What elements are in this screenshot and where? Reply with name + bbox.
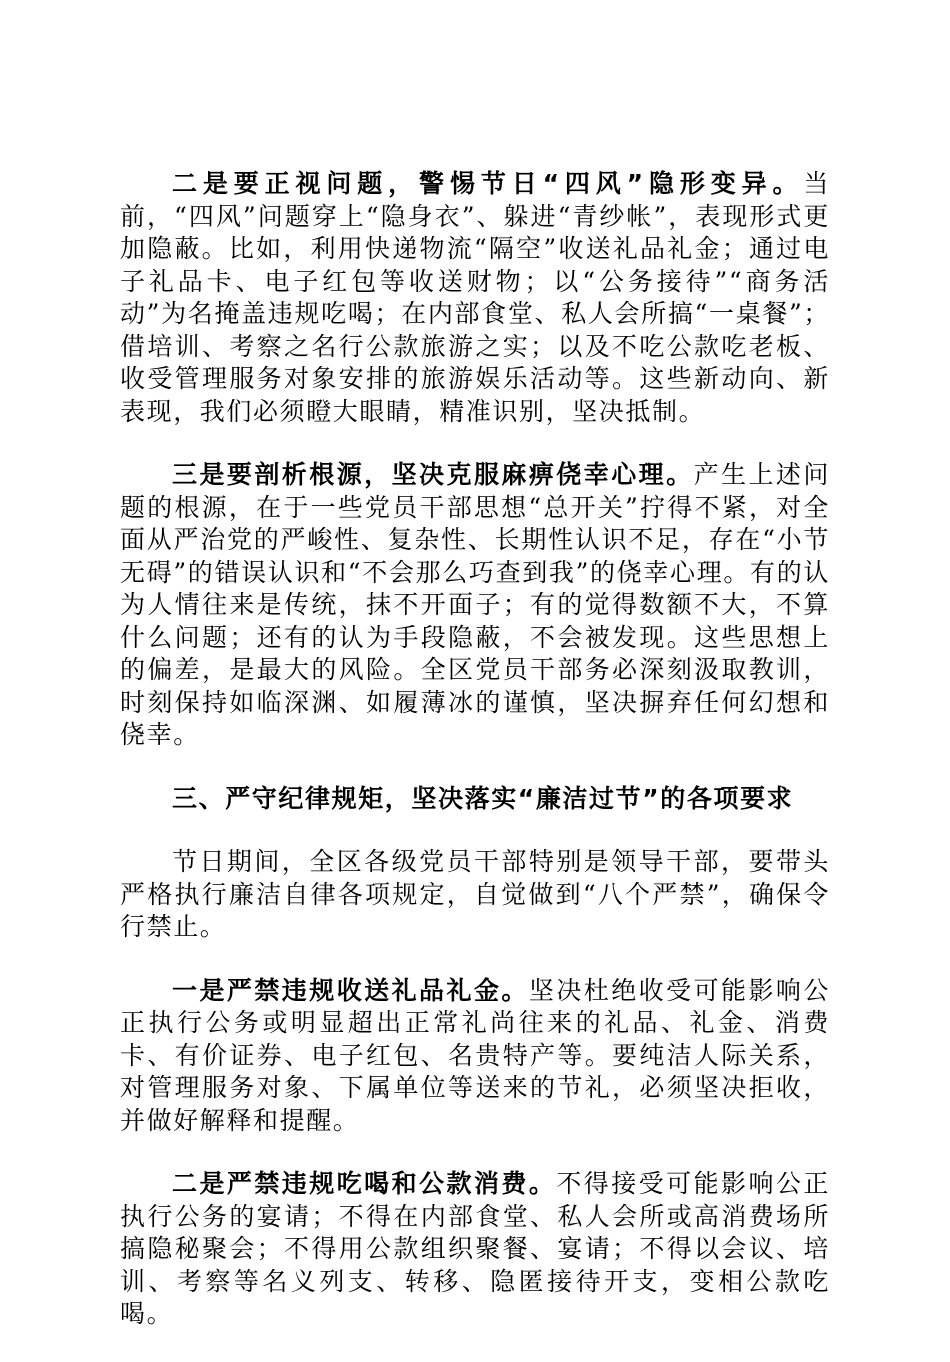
rule-lead: 一是严禁违规收送礼品礼金。: [172, 975, 529, 1005]
section-intro: 节日期间，全区各级党员干部特别是领导干部，要带头严格执行廉洁自律各项规定，自觉做到“八个严禁”，确保令行禁止。: [120, 847, 830, 941]
rule-lead: 二是严禁违规吃喝和公款消费。: [172, 1169, 557, 1198]
paragraph-four-winds: [120, 168, 830, 428]
rule-gifts: [120, 975, 830, 1138]
paragraph-body: 产生上述问题的根源，在于一些党员干部思想“总开关”拧得不紧，对全面从严治党的严峻性、复杂性、长期性认识不足，存在“小节无碍”的错误认识和“不会那么巧查到我”的侥幸心理。有的认为人情往来是传统，抹不开面子；有的觉得数额不大，不算什么问题；还有的认为手段隐蔽，不会被发现。这些思想上的偏差，是最大的风险。全区党员干部务必深刻汲取教训，时刻保持如临深渊、如履薄冰的谨慎，坚决摒弃任何幻想和侥幸。: [120, 460, 830, 749]
rule-dining: [120, 1168, 830, 1331]
paragraph-lead: 二是要正视问题，警惕节日“四风”隐形变异。: [172, 169, 804, 198]
paragraph-body: 当前，“四风”问题穿上“隐身衣”、躲进“青纱帐”，表现形式更加隐蔽。比如，利用快递物流“隔空”收送礼品礼金；通过电子礼品卡、电子红包等收送财物；以“公务接待”“商务活动”为名掩盖违规吃喝；在内部食堂、私人会所搞“一桌餐”；借培训、考察之名行公款旅游之实；以及不吃公款吃老板、收受管理服务对象安排的旅游娱乐活动等。这些新动向、新表现，我们必须瞪大眼睛，精准识别，坚决抵制。: [120, 169, 830, 426]
document-body: [120, 168, 830, 1362]
section-heading: 三、严守纪律规矩，坚决落实“廉洁过节”的各项要求: [172, 783, 794, 813]
rule-body: 不得接受可能影响公正执行公务的宴请；不得在内部食堂、私人会所或高消费场所搞隐秘聚会；不得用公款组织聚餐、宴请；不得以会议、培训、考察等名义列支、转移、隐匿接待开支，变相公款吃喝。: [120, 1169, 830, 1328]
paragraph-root-cause: [120, 459, 830, 752]
paragraph-lead: 三是要剖析根源，坚决克服麻痹侥幸心理。: [172, 460, 694, 489]
rule-body: 坚决杜绝收受可能影响公正执行公务或明显超出正常礼尚往来的礼品、礼金、消费卡、有价证券、电子红包、名贵特产等。要纯洁人际关系，对管理服务对象、下属单位等送来的节礼，必须坚决拒收，并做好解释和提醒。: [120, 975, 830, 1135]
